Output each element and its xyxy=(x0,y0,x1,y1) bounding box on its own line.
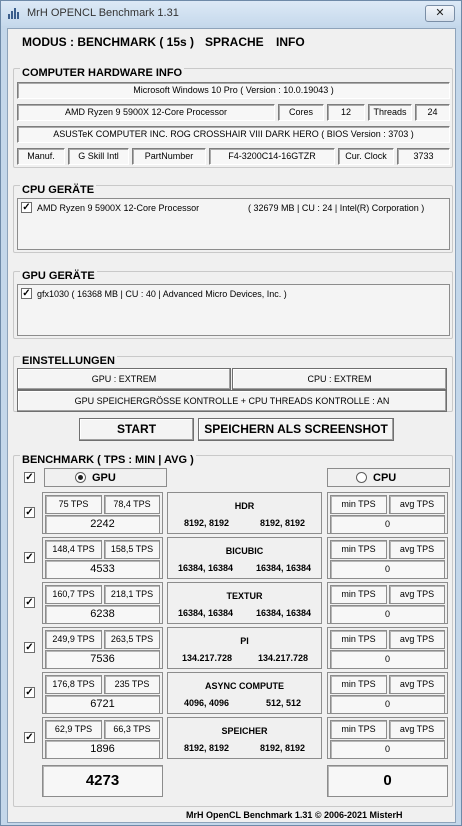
test-name: ASYNC COMPUTE xyxy=(204,681,284,691)
menu-info[interactable]: INFO xyxy=(276,35,305,49)
cpu-min-label: min TPS xyxy=(330,540,387,559)
cpu-avg-label: avg TPS xyxy=(389,585,445,604)
avg-tps: 235 TPS xyxy=(104,675,160,694)
test-checkbox-speicher[interactable]: ✓ xyxy=(25,732,34,743)
gpu-device-name: gfx1030 ( 16368 MB | CU : 40 | Advanced Micro Devices, Inc. ) xyxy=(37,289,287,299)
cpu-result-async-compute xyxy=(327,672,448,714)
cpu-device-name: AMD Ryzen 9 5900X 12-Core Processor xyxy=(37,203,200,213)
manuf-value: G Skill Intl xyxy=(68,148,129,165)
cpu-radio-label: CPU xyxy=(373,472,397,484)
benchmark-group xyxy=(13,455,453,807)
cpu-score: 0 xyxy=(330,605,445,624)
gpu-devices-title: GPU GERÄTE xyxy=(22,270,95,282)
gpu-result-bicubic xyxy=(42,537,163,579)
test-name: BICUBIC xyxy=(225,546,264,556)
test-info-async-compute xyxy=(167,672,322,714)
avg-tps: 78,4 TPS xyxy=(104,495,160,514)
cpu-field: AMD Ryzen 9 5900X 12-Core Processor xyxy=(17,104,275,121)
settings-group xyxy=(13,356,453,412)
footer-copyright: MrH OpenCL Benchmark 1.31 © 2006-2021 MisterH xyxy=(186,810,403,820)
test-info-bicubic xyxy=(167,537,322,579)
gpu-score: 6238 xyxy=(45,605,160,624)
test-info-textur xyxy=(167,582,322,624)
test-checkbox-bicubic[interactable]: ✓ xyxy=(25,552,34,563)
test-size-1: 4096, 4096 xyxy=(184,698,230,708)
cores-label: Cores xyxy=(278,104,324,121)
gpu-radio[interactable] xyxy=(75,472,86,483)
threads-label: Threads xyxy=(368,104,412,121)
gpu-level-button[interactable]: GPU : EXTREM xyxy=(17,368,231,390)
benchmark-title: BENCHMARK ( TPS : MIN | AVG ) xyxy=(22,454,194,466)
gpu-devices-group xyxy=(13,271,453,339)
cpu-min-label: min TPS xyxy=(330,630,387,649)
clock-label: Cur. Clock xyxy=(338,148,394,165)
gpu-result-async-compute xyxy=(42,672,163,714)
min-tps: 148,4 TPS xyxy=(45,540,102,559)
threads-value: 24 xyxy=(415,104,450,121)
gpu-score: 2242 xyxy=(45,515,160,534)
save-screenshot-button[interactable]: SPEICHERN ALS SCREENSHOT xyxy=(198,418,394,441)
close-icon: ✕ xyxy=(435,7,445,19)
min-tps: 160,7 TPS xyxy=(45,585,102,604)
test-checkbox-pi[interactable]: ✓ xyxy=(25,642,34,653)
cpu-avg-label: avg TPS xyxy=(389,675,445,694)
avg-tps: 66,3 TPS xyxy=(104,720,160,739)
cpu-device-checkbox[interactable]: ✓ xyxy=(22,202,31,213)
cpu-device-list[interactable] xyxy=(17,198,450,250)
gpu-result-textur xyxy=(42,582,163,624)
gpu-result-hdr xyxy=(42,492,163,534)
min-tps: 75 TPS xyxy=(45,495,102,514)
test-size-2: 8192, 8192 xyxy=(260,743,306,753)
start-button[interactable]: START xyxy=(79,418,194,441)
client-area xyxy=(7,28,456,823)
cpu-avg-label: avg TPS xyxy=(389,720,445,739)
cpu-min-label: min TPS xyxy=(330,495,387,514)
cpu-level-button[interactable]: CPU : EXTREM xyxy=(232,368,447,390)
gpu-score: 4533 xyxy=(45,560,160,579)
avg-tps: 263,5 TPS xyxy=(104,630,160,649)
memory-control-button[interactable]: GPU SPEICHERGRÖSSE KONTROLLE + CPU THREADS KONTROLLE : AN xyxy=(17,390,447,412)
test-name: PI xyxy=(240,636,249,646)
cpu-avg-label: avg TPS xyxy=(389,495,445,514)
cpu-device-detail: ( 32679 MB | CU : 24 | Intel(R) Corporation ) xyxy=(248,203,425,213)
gpu-radio-box[interactable] xyxy=(44,468,167,487)
cpu-score: 0 xyxy=(330,695,445,714)
cpu-score: 0 xyxy=(330,650,445,669)
test-name: TEXTUR xyxy=(226,591,263,601)
menu-language[interactable]: SPRACHE xyxy=(205,35,264,49)
close-button[interactable] xyxy=(425,5,455,22)
test-name: SPEICHER xyxy=(221,726,268,736)
gpu-score: 1896 xyxy=(45,740,160,759)
test-size-2: 8192, 8192 xyxy=(260,518,306,528)
test-size-1: 8192, 8192 xyxy=(184,743,230,753)
cpu-min-label: min TPS xyxy=(330,585,387,604)
title-bar xyxy=(1,1,461,26)
partnumber-value: F4-3200C14-16GTZR xyxy=(209,148,335,165)
clock-value: 3733 xyxy=(397,148,450,165)
gpu-result-pi xyxy=(42,627,163,669)
hardware-group xyxy=(13,68,453,168)
test-checkbox-textur[interactable]: ✓ xyxy=(25,597,34,608)
manuf-label: Manuf. xyxy=(17,148,65,165)
cpu-radio[interactable] xyxy=(356,472,367,483)
select-all-checkbox[interactable]: ✓ xyxy=(25,472,34,483)
avg-tps: 218,1 TPS xyxy=(104,585,160,604)
cpu-result-hdr xyxy=(327,492,448,534)
test-size-1: 16384, 16384 xyxy=(178,563,234,573)
test-size-1: 16384, 16384 xyxy=(178,608,234,618)
app-icon xyxy=(7,6,21,20)
cpu-score: 0 xyxy=(330,560,445,579)
gpu-device-checkbox[interactable]: ✓ xyxy=(22,288,31,299)
test-size-1: 134.217.728 xyxy=(182,653,233,663)
gpu-score: 6721 xyxy=(45,695,160,714)
min-tps: 176,8 TPS xyxy=(45,675,102,694)
cores-value: 12 xyxy=(327,104,365,121)
menu-mode[interactable]: MODUS : BENCHMARK ( 15s ) xyxy=(22,35,195,49)
test-checkbox-hdr[interactable]: ✓ xyxy=(25,507,34,518)
cpu-score: 0 xyxy=(330,515,445,534)
test-info-pi xyxy=(167,627,322,669)
min-tps: 62,9 TPS xyxy=(45,720,102,739)
test-checkbox-async-compute[interactable]: ✓ xyxy=(25,687,34,698)
test-name: HDR xyxy=(234,501,255,511)
test-size-2: 16384, 16384 xyxy=(256,563,312,573)
gpu-total-score: 4273 xyxy=(42,765,163,797)
test-size-2: 16384, 16384 xyxy=(256,608,312,618)
cpu-devices-group xyxy=(13,185,453,253)
cpu-avg-label: avg TPS xyxy=(389,540,445,559)
gpu-score: 7536 xyxy=(45,650,160,669)
gpu-radio-label: GPU xyxy=(92,472,116,484)
gpu-result-speicher xyxy=(42,717,163,759)
mainboard-field: ASUSTeK COMPUTER INC. ROG CROSSHAIR VIII DARK HERO ( BIOS Version : 3703 ) xyxy=(17,126,450,143)
cpu-avg-label: avg TPS xyxy=(389,630,445,649)
cpu-result-pi xyxy=(327,627,448,669)
cpu-devices-title: CPU GERÄTE xyxy=(22,184,95,196)
cpu-result-bicubic xyxy=(327,537,448,579)
gpu-device-list[interactable] xyxy=(17,284,450,336)
cpu-score: 0 xyxy=(330,740,445,759)
test-info-hdr xyxy=(167,492,322,534)
cpu-min-label: min TPS xyxy=(330,720,387,739)
avg-tps: 158,5 TPS xyxy=(104,540,160,559)
partnumber-label: PartNumber xyxy=(132,148,206,165)
min-tps: 249,9 TPS xyxy=(45,630,102,649)
window-title: MrH OPENCL Benchmark 1.31 xyxy=(27,7,179,19)
cpu-min-label: min TPS xyxy=(330,675,387,694)
os-field: Microsoft Windows 10 Pro ( Version : 10.0.19043 ) xyxy=(17,82,450,99)
cpu-total-score: 0 xyxy=(327,765,448,797)
cpu-result-speicher xyxy=(327,717,448,759)
test-info-speicher xyxy=(167,717,322,759)
hardware-title: COMPUTER HARDWARE INFO xyxy=(22,67,183,79)
cpu-result-textur xyxy=(327,582,448,624)
test-size-2: 134.217.728 xyxy=(258,653,309,663)
cpu-radio-box[interactable] xyxy=(327,468,450,487)
test-size-2: 512, 512 xyxy=(266,698,302,708)
test-size-1: 8192, 8192 xyxy=(184,518,230,528)
settings-title: EINSTELLUNGEN xyxy=(22,355,115,367)
